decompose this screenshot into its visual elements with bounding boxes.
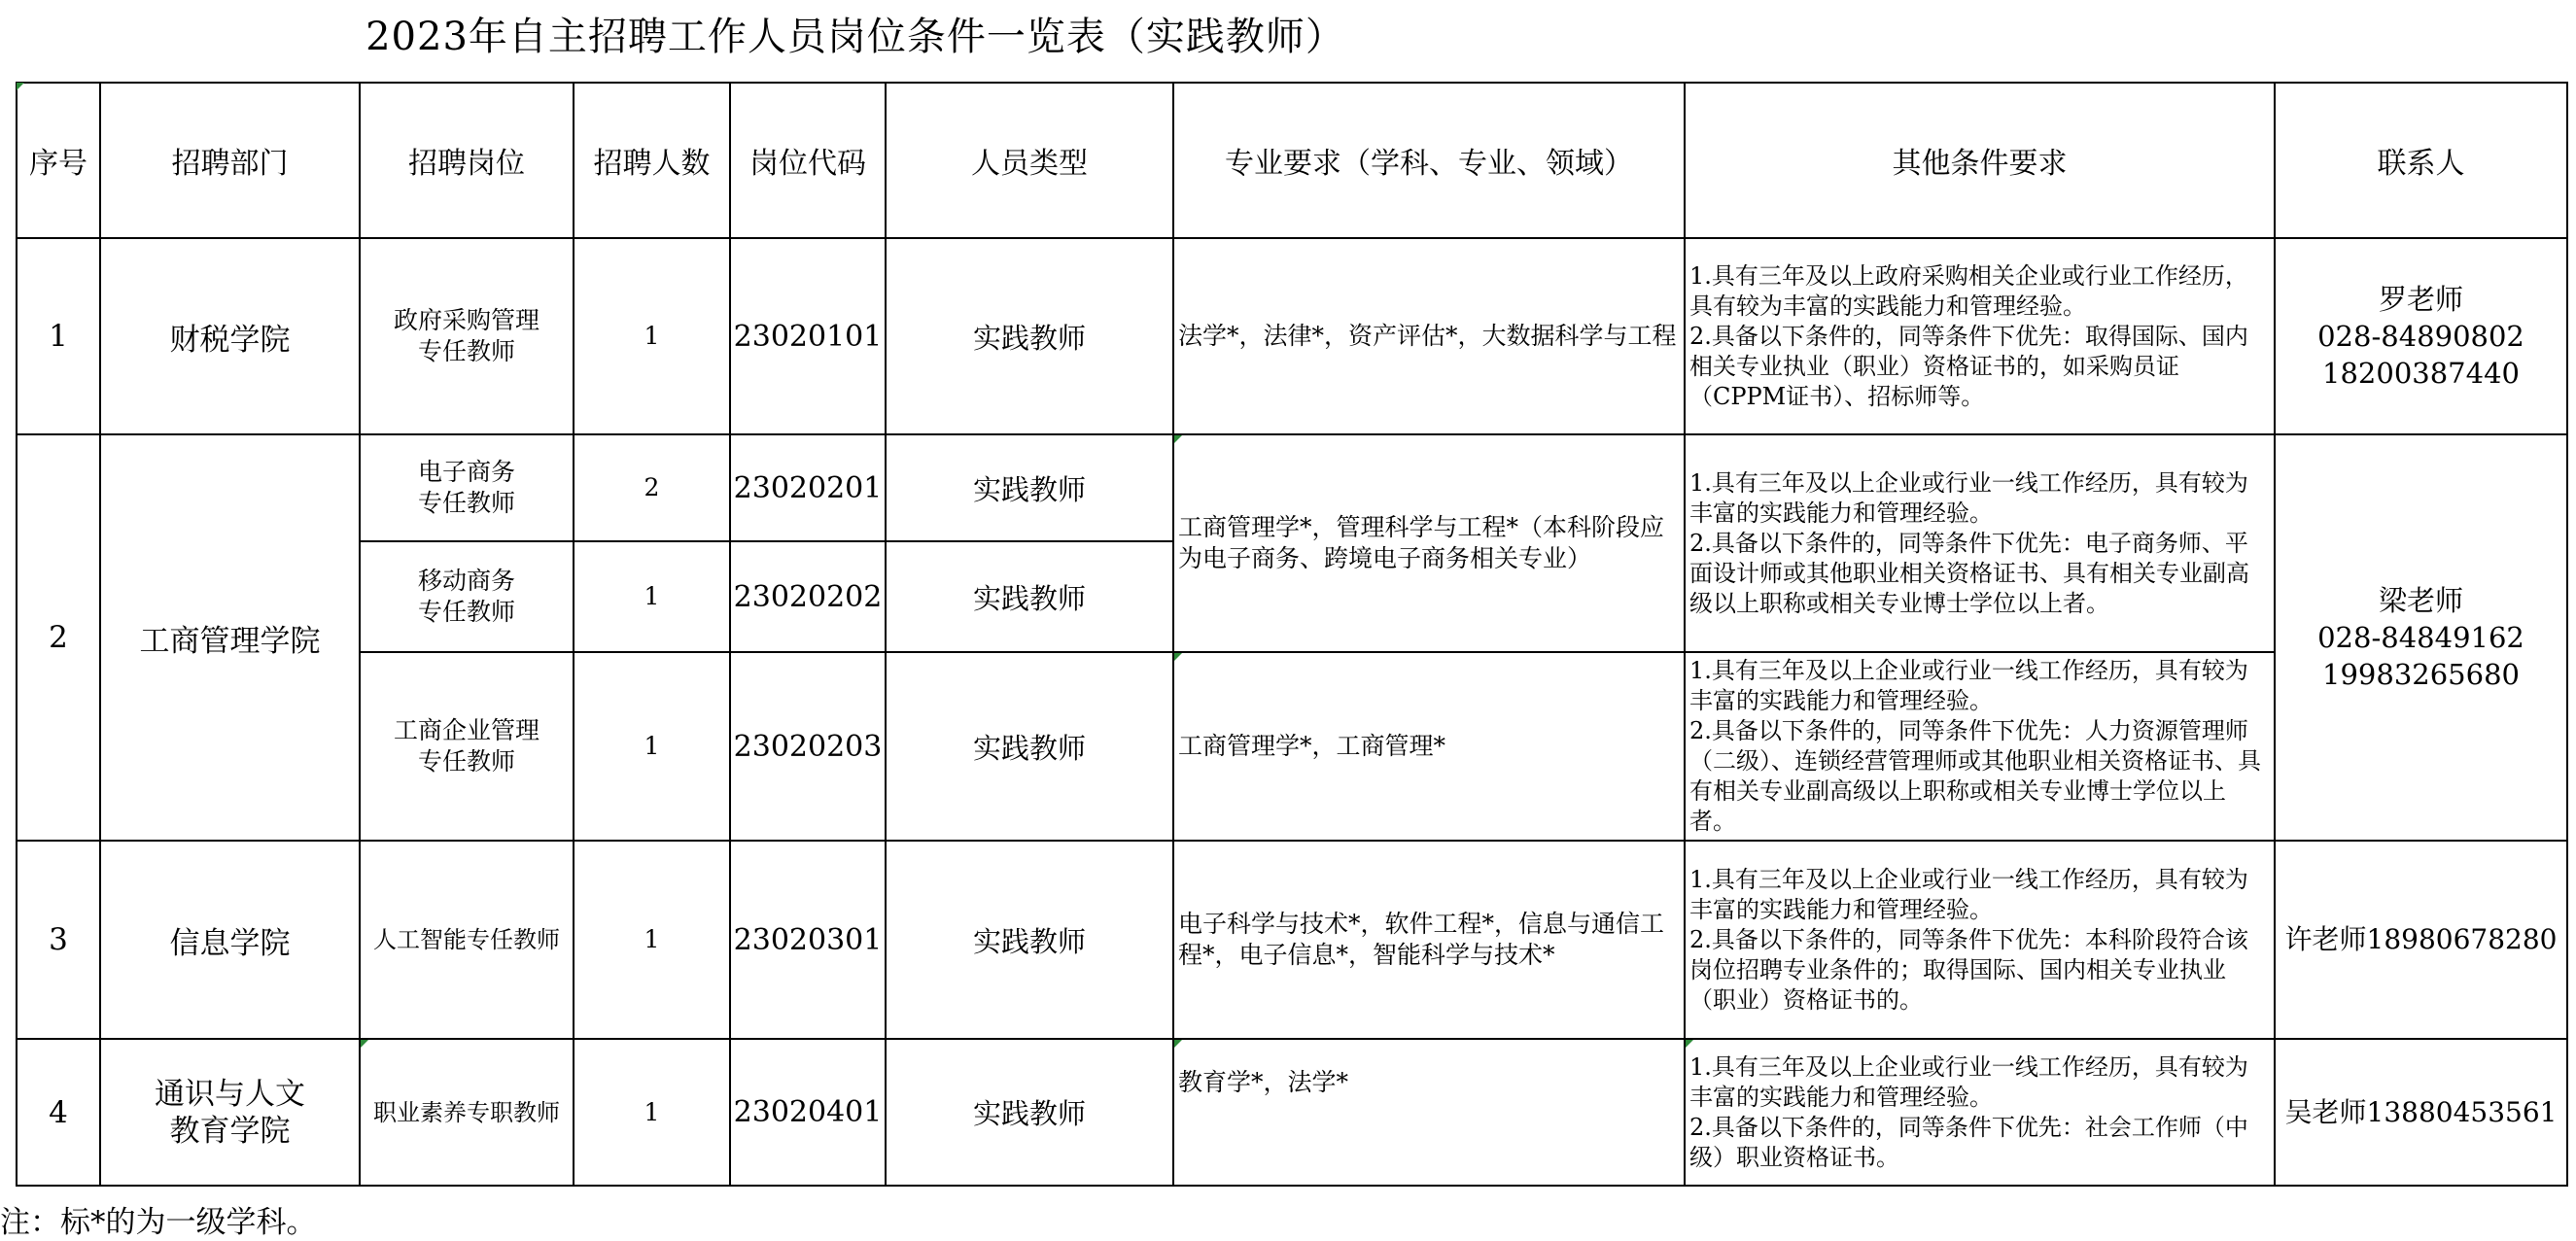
code-cell: 23020301 <box>730 841 886 1039</box>
count-cell: 1 <box>574 1039 730 1186</box>
code-cell: 23020202 <box>730 541 886 652</box>
code-cell: 23020201 <box>730 434 886 541</box>
type-cell: 实践教师 <box>886 652 1173 841</box>
department-cell: 通识与人文 教育学院 <box>100 1039 360 1186</box>
contact-cell <box>2275 434 2567 841</box>
page-title: 2023年自主招聘工作人员岗位条件一览表（实践教师） <box>366 15 1345 59</box>
major-text: 工商管理学*，工商管理* <box>1178 732 1446 760</box>
code-cell: 23020203 <box>730 652 886 841</box>
count-cell: 2 <box>574 434 730 541</box>
header-cell: 序号 <box>17 83 100 238</box>
count-cell: 1 <box>574 238 730 434</box>
department-cell: 工商管理学院 <box>100 434 360 841</box>
table-row <box>17 1039 2567 1186</box>
header-cell: 招聘部门 <box>100 83 360 238</box>
positions-table <box>16 82 2568 1187</box>
row-number: 3 <box>17 841 100 1039</box>
other-requirement-cell <box>1685 1039 2275 1186</box>
position-cell <box>360 1039 574 1186</box>
cell-marker-icon <box>361 1040 368 1048</box>
count-cell: 1 <box>574 541 730 652</box>
type-cell: 实践教师 <box>886 434 1173 541</box>
table-row <box>17 434 2567 541</box>
major-requirement-cell: 法学*，法律*，资产评估*，大数据科学与工程 <box>1173 238 1685 434</box>
code-cell: 23020101 <box>730 238 886 434</box>
position-cell: 工商企业管理 专任教师 <box>360 652 574 841</box>
cell-marker-icon <box>1174 1040 1182 1048</box>
cell-marker-icon <box>1174 653 1182 661</box>
position-cell: 政府采购管理 专任教师 <box>360 238 574 434</box>
row-number: 4 <box>17 1039 100 1186</box>
other-requirement-cell: 1.具有三年及以上政府采购相关企业或行业工作经历，具有较为丰富的实践能力和管理经验。 2.具备以下条件的，同等条件下优先：取得国际、国内相关专业执业（职业）资格证书的，如采购员证（CPPM证书）、招标师等。 <box>1685 238 2275 434</box>
row-number: 1 <box>17 238 100 434</box>
contact-phone: 028-84849162 <box>2317 621 2524 654</box>
count-cell: 1 <box>574 652 730 841</box>
position-cell: 人工智能专任教师 <box>360 841 574 1039</box>
contact-cell <box>2275 1039 2567 1186</box>
position-cell: 电子商务 专任教师 <box>360 434 574 541</box>
cell-marker-icon <box>17 83 24 90</box>
contact-text: 吴老师13880453561 <box>2284 1095 2558 1128</box>
header-cell: 专业要求（学科、专业、领域） <box>1173 83 1685 238</box>
major-requirement-cell <box>1173 652 1685 841</box>
cell-marker-icon <box>1174 435 1182 443</box>
cell-marker-icon <box>1686 1040 1693 1048</box>
department-cell: 财税学院 <box>100 238 360 434</box>
header-cell: 招聘岗位 <box>360 83 574 238</box>
position-text: 职业素养专职教师 <box>373 1098 560 1126</box>
table-header-row <box>17 83 2567 238</box>
other-requirement-cell: 1.具有三年及以上企业或行业一线工作经历，具有较为丰富的实践能力和管理经验。 2.具备以下条件的，同等条件下优先：电子商务师、平面设计师或其他职业相关资格证书、具有相关专业副高级以上职称或相关专业博士学位以上者。 <box>1685 434 2275 652</box>
position-cell: 移动商务 专任教师 <box>360 541 574 652</box>
header-cell: 招聘人数 <box>574 83 730 238</box>
major-requirement-cell <box>1173 434 1685 652</box>
contact-phone: 028-84890802 <box>2317 320 2524 353</box>
header-cell: 其他条件要求 <box>1685 83 2275 238</box>
department-cell: 信息学院 <box>100 841 360 1039</box>
header-cell: 人员类型 <box>886 83 1173 238</box>
contact-name: 梁老师 <box>2378 584 2463 617</box>
contact-cell: 许老师18980678280 <box>2275 841 2567 1039</box>
other-requirement-cell: 1.具有三年及以上企业或行业一线工作经历，具有较为丰富的实践能力和管理经验。 2.具备以下条件的，同等条件下优先：本科阶段符合该岗位招聘专业条件的；取得国际、国内相关专业执业（职业）资格证书的。 <box>1685 841 2275 1039</box>
other-text: 1.具有三年及以上企业或行业一线工作经历，具有较为丰富的实践能力和管理经验。 2.具备以下条件的，同等条件下优先：社会工作师（中级）职业资格证书。 <box>1689 1052 2248 1171</box>
type-cell: 实践教师 <box>886 238 1173 434</box>
contact-name: 罗老师 <box>2378 283 2463 316</box>
table-row <box>17 238 2567 434</box>
major-text: 工商管理学*，管理科学与工程*（本科阶段应为电子商务、跨境电子商务相关专业） <box>1178 513 1665 572</box>
type-cell: 实践教师 <box>886 841 1173 1039</box>
major-text: 教育学*，法学* <box>1178 1068 1349 1096</box>
contact-phone: 18200387440 <box>2322 357 2520 390</box>
contact-cell <box>2275 238 2567 434</box>
major-requirement-cell: 电子科学与技术*，软件工程*，信息与通信工程*，电子信息*，智能科学与技术* <box>1173 841 1685 1039</box>
type-cell: 实践教师 <box>886 1039 1173 1186</box>
contact-phone: 19983265680 <box>2322 658 2520 691</box>
footnote: 注：标*的为一级学科。 <box>0 1205 317 1240</box>
code-cell: 23020401 <box>730 1039 886 1186</box>
header-cell: 岗位代码 <box>730 83 886 238</box>
type-cell: 实践教师 <box>886 541 1173 652</box>
other-requirement-cell: 1.具有三年及以上企业或行业一线工作经历，具有较为丰富的实践能力和管理经验。 2.具备以下条件的，同等条件下优先：人力资源管理师（二级）、连锁经营管理师或其他职业相关资格证书、具有相关专业副高级以上职称或相关专业博士学位以上者。 <box>1685 652 2275 841</box>
table-row <box>17 841 2567 1039</box>
table-row <box>17 652 2567 841</box>
row-number: 2 <box>17 434 100 841</box>
count-cell: 1 <box>574 841 730 1039</box>
header-cell: 联系人 <box>2275 83 2567 238</box>
major-requirement-cell <box>1173 1039 1685 1186</box>
